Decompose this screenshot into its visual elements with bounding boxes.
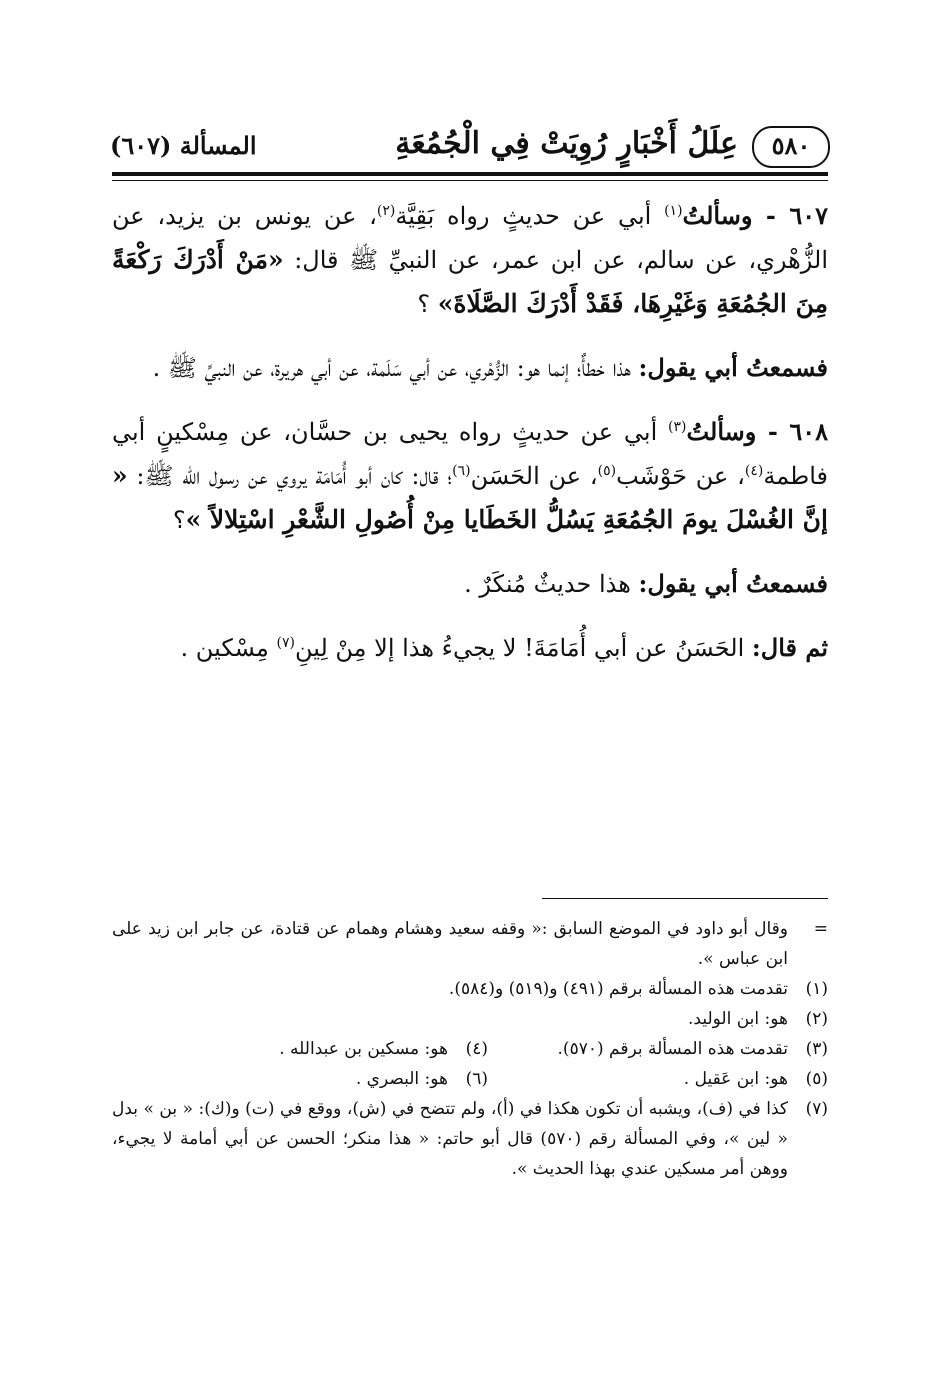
footnote-mark: (٥) — [805, 1069, 828, 1089]
text-run: الحَسَنُ عن أبي أُمَامَةَ! لا يجيءُ هذا إلا مِنْ لِينِ — [294, 634, 752, 662]
footnote-mark: (٣) — [805, 1039, 828, 1059]
text-run: هذا حديثٌ مُنكَرٌ . — [464, 570, 639, 598]
footnote-text: هو: ابن الوليد. — [688, 1009, 788, 1029]
footnote-4 — [148, 1034, 488, 1064]
footnote-5 — [488, 1064, 828, 1094]
text-run: ، عن يونس بن يزيد، عن الزُّهْري، عن سالم، عن ابن عمر، عن النبيِّ ﷺ قال: — [112, 202, 829, 274]
footnote-ref: (٣) — [668, 419, 687, 435]
header-rule-thick — [112, 172, 828, 176]
footnote-text: وقال أبو داود في الموضع السابق :« وقفه سعيد وهشام وهمام عن قتادة، عن جابر ابن زيد على ابن عباس ». — [112, 919, 788, 969]
footnote-mark: (٢) — [805, 1009, 828, 1029]
footnote-row-5-6 — [112, 1064, 828, 1094]
footnote-text: تقدمت هذه المسألة برقم (٥٧٠). — [557, 1039, 788, 1059]
footnote-mark: = — [813, 919, 828, 939]
footnote-row-3-4 — [112, 1034, 828, 1064]
footnote-text: تقدمت هذه المسألة برقم (٤٩١) و(٥١٩) و(٥٨٤). — [448, 979, 788, 999]
page-number-badge: ٥٨٠ — [752, 126, 830, 168]
footnote-ref: (١) — [664, 203, 683, 219]
hadith-quote: «مَنْ أَدْرَكَ رَكْعَةً مِنَ الجُمُعَةِ وَغَيْرِهَا، فَقَدْ أَدْرَكَ الصَّلَاةَ» — [112, 245, 828, 318]
footnote-text: هو: ابن عَقيل . — [683, 1069, 788, 1089]
main-text — [112, 194, 828, 690]
text-run: أبي عن حديثٍ رواه بَقِيَّة — [395, 202, 665, 230]
footnote-text: كذا في (ف)، ويشبه أن تكون هكذا في (أ)، ولم تتضح في (ش)، ووقع في (ت) و(ك): « بن » بدل « لين »، وفي المسألة رقم (٥٧٠) قال أبو حاتم: « هذا منكر؛ الحسن عن أبي أمامة لا يجيء، ووهن أمر مسكين عندي بهذا الحديث ». — [112, 1099, 788, 1179]
footnote-ref: (٦) — [452, 463, 471, 479]
footnote-ref: (٥) — [597, 463, 617, 479]
issue-number: ٦٠٧ - — [752, 201, 829, 230]
text-run: ؟ — [417, 290, 438, 318]
footnote-ref: (٧) — [276, 635, 295, 651]
footnote-text: هو: مسكين بن عبدالله . — [279, 1039, 448, 1059]
paragraph-answer-608 — [112, 562, 828, 606]
paragraph-answer-607 — [112, 346, 828, 390]
footnote-text: هو: البصري . — [355, 1069, 448, 1089]
paragraph-607 — [112, 194, 828, 326]
header-rule-thin — [112, 180, 828, 181]
footnote-separator — [542, 898, 828, 899]
page-header — [110, 120, 830, 170]
paragraph-comment-608 — [112, 626, 828, 670]
footnotes — [112, 914, 828, 1184]
lead-phrase: فسمعتُ أبي يقول: — [638, 569, 828, 598]
text-run: أبي عن حديثٍ رواه يحيى بن حسَّان، عن مِسْكينٍ أبي فاطمة — [112, 418, 828, 490]
paragraph-608 — [112, 410, 828, 542]
text-run: ؟ — [172, 506, 186, 534]
lead-phrase: فسمعتُ أبي يقول: — [638, 353, 828, 382]
footnote-mark: (٦) — [465, 1069, 488, 1089]
lead-phrase: وسألتُ — [686, 417, 757, 446]
footnote-2 — [112, 1004, 828, 1034]
footnote-mark: (٧) — [805, 1099, 828, 1119]
footnote-6 — [148, 1064, 488, 1094]
text-run: ؛ قال: كان أبو أُمَامَة يروي عن رسول الله ﷺ: — [127, 462, 453, 490]
footnote-ref: (٤) — [744, 463, 764, 479]
issue-label: المسألة (٦٠٧) — [110, 131, 257, 160]
lead-phrase: وسألتُ — [682, 201, 753, 230]
text-run: هذا خطأٌ؛ إنما هو: الزُّهْري، عن أبي سَلَمة، عن أبي هريرة، عن النبيِّ ﷺ . — [152, 354, 639, 382]
text-run: ، عن حَوْشَب — [616, 462, 745, 490]
book-title: عِلَلُ أَخْبَارٍ رُوِيَتْ فِي الْجُمُعَةِ — [395, 126, 738, 161]
text-run: مِسْكين . — [180, 634, 277, 662]
hadith-quote: « إنَّ الغُسْلَ يومَ الجُمُعَةِ يَسُلُّ الخَطَايا مِنْ أُصُولِ الشَّعْرِ اسْتِلالاً » — [112, 461, 828, 534]
footnote-ref: (٢) — [376, 203, 396, 219]
issue-number: ٦٠٨ - — [756, 417, 828, 446]
footnote-continued — [112, 914, 828, 974]
footnote-1 — [112, 974, 828, 1004]
text-run: ، عن الحَسَن — [470, 462, 598, 490]
footnote-mark: (٤) — [465, 1039, 488, 1059]
footnote-mark: (١) — [805, 979, 828, 999]
lead-phrase: ثم قال: — [751, 633, 828, 662]
footnote-7 — [112, 1094, 828, 1184]
footnote-3 — [488, 1034, 828, 1064]
